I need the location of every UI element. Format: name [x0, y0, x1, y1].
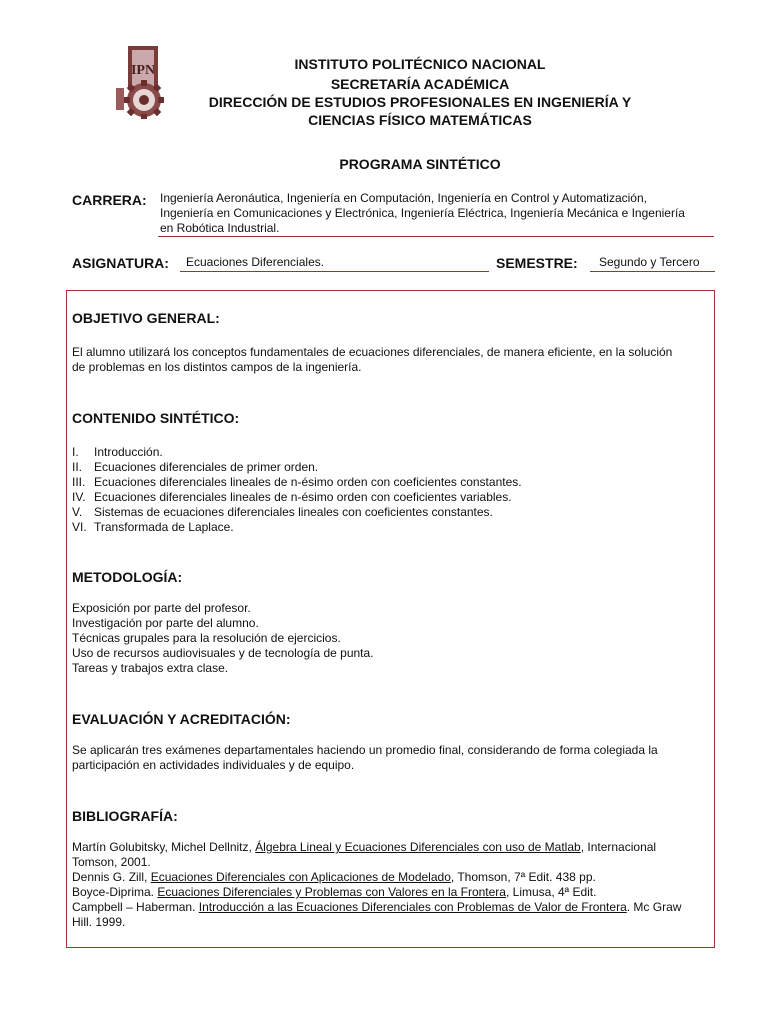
list-item: III. Ecuaciones diferenciales lineales de n-ésimo orden con coeficientes constantes. — [72, 475, 522, 489]
evaluacion-line-1: Se aplicarán tres exámenes departamentales haciendo un promedio final, considerando de forma colegiada la — [72, 743, 658, 757]
direccion-line-1: DIRECCIÓN DE ESTUDIOS PROFESIONALES EN INGENIERÍA Y — [208, 94, 632, 110]
bib-entry: Campbell – Haberman. Introducción a las Ecuaciones Diferenciales con Problemas de Valor de Frontera. Mc Graw — [72, 900, 682, 914]
contenido-list — [72, 445, 522, 535]
bib-entry-cont: Hill. 1999. — [72, 915, 126, 929]
asignatura-value: Ecuaciones Diferenciales. — [186, 255, 325, 269]
asignatura-underline — [180, 271, 489, 272]
objetivo-line-2: de problemas en los distintos campos de la ingeniería. — [72, 360, 362, 374]
list-item: Tareas y trabajos extra clase. — [72, 661, 229, 675]
carrera-line-1: Ingeniería Aeronáutica, Ingeniería en Computación, Ingeniería en Control y Automatización, — [160, 191, 647, 205]
bib-entry: Dennis G. Zill, Ecuaciones Diferenciales con Aplicaciones de Modelado, Thomson, 7ª Edit. 438 pp. — [72, 870, 596, 884]
bibliografia-title: BIBLIOGRAFÍA: — [72, 808, 178, 824]
bib-entry-cont: Tomson, 2001. — [72, 855, 151, 869]
bibliografia-list — [72, 840, 681, 930]
bib-entry: Boyce-Diprima. Ecuaciones Diferenciales y Problemas con Valores en la Frontera, Limusa, 4ª Edit. — [72, 885, 597, 899]
institution-name: INSTITUTO POLITÉCNICO NACIONAL — [294, 56, 546, 72]
asignatura-label: ASIGNATURA: — [72, 255, 169, 271]
metodologia-list — [72, 601, 374, 676]
metodologia-title: METODOLOGÍA: — [72, 569, 183, 585]
bib-title: Ecuaciones Diferenciales con Aplicaciones de Modelado — [150, 870, 451, 884]
semestre-label: SEMESTRE: — [496, 255, 578, 271]
evaluacion-title: EVALUACIÓN Y ACREDITACIÓN: — [72, 711, 291, 727]
objetivo-title: OBJETIVO GENERAL: — [72, 310, 220, 326]
list-item: IV. Ecuaciones diferenciales lineales de n-ésimo orden con coeficientes variables. — [72, 490, 512, 504]
bib-title: Álgebra Lineal y Ecuaciones Diferenciales con uso de Matlab — [255, 840, 581, 854]
list-item: Uso de recursos audiovisuales y de tecnología de punta. — [72, 646, 374, 660]
list-item: VI. Transformada de Laplace. — [72, 520, 234, 534]
carrera-line-2: Ingeniería en Comunicaciones y Electrónica, Ingeniería Eléctrica, Ingeniería Mecánica e Ingeniería — [160, 206, 685, 220]
contenido-title: CONTENIDO SINTÉTICO: — [72, 410, 240, 426]
bib-entry: Martín Golubitsky, Michel Dellnitz, Álgebra Lineal y Ecuaciones Diferenciales con uso de Matlab, Internacional — [72, 840, 657, 854]
bib-title: Ecuaciones Diferenciales y Problemas con Valores en la Frontera — [157, 885, 506, 899]
list-item: V. Sistemas de ecuaciones diferenciales lineales con coeficientes constantes. — [72, 505, 493, 519]
semestre-value: Segundo y Tercero — [599, 255, 700, 269]
list-item: Exposición por parte del profesor. — [72, 601, 251, 615]
semestre-underline — [590, 271, 715, 272]
list-item: Técnicas grupales para la resolución de ejercicios. — [72, 631, 341, 645]
list-item: II. Ecuaciones diferenciales de primer orden. — [72, 460, 319, 474]
objetivo-line-1: El alumno utilizará los conceptos fundamentales de ecuaciones diferenciales, de manera eficiente, en la solución — [72, 345, 673, 359]
list-item: Investigación por parte del alumno. — [72, 616, 259, 630]
bib-title: Introducción a las Ecuaciones Diferenciales con Problemas de Valor de Frontera — [198, 900, 627, 914]
program-title: PROGRAMA SINTÉTICO — [339, 156, 501, 172]
logo-text: IPN — [130, 63, 156, 78]
secretaria: SECRETARÍA ACADÉMICA — [330, 76, 510, 92]
list-item: I. Introducción. — [72, 445, 163, 459]
carrera-label: CARRERA: — [72, 192, 147, 208]
direccion-line-2: CIENCIAS FÍSICO MATEMÁTICAS — [308, 112, 532, 128]
carrera-underline — [158, 236, 714, 237]
evaluacion-line-2: participación en actividades individuales y de equipo. — [72, 758, 355, 772]
carrera-line-3: en Robótica Industrial. — [160, 221, 280, 235]
